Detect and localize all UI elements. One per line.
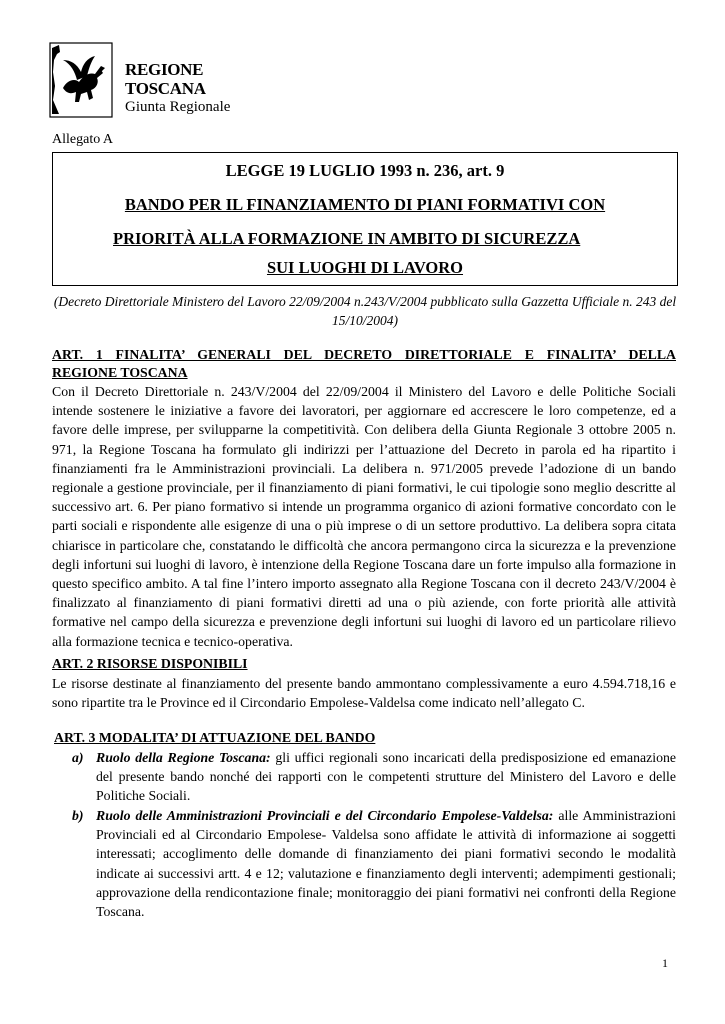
list-item-label: Ruolo delle Amministrazioni Provinciali e del Circondario Empolese-Valdelsa:	[96, 808, 554, 823]
pegasus-emblem-icon	[49, 42, 113, 118]
list-item-label: Ruolo della Regione Toscana:	[96, 750, 271, 765]
decreto-note: (Decreto Direttoriale Ministero del Lavoro 22/09/2004 n.243/V/2004 pubblicato sulla Gazzetta Ufficiale n. 243 del 15/10/2004)	[53, 294, 677, 328]
list-item-text: gli uffici regionali sono incaricati della predisposizione ed emanazione del presente bando nonché dei rapporti con le competenti strutture del Ministero del Lavoro e delle Politiche Sociali.	[96, 750, 677, 804]
list-marker: a)	[72, 750, 84, 765]
bando-title-line2: PRIORITÀ ALLA FORMAZIONE IN AMBITO DI SICUREZZA	[113, 229, 581, 248]
attachment-label: Allegato A	[52, 132, 114, 147]
list-item-content	[96, 748, 676, 806]
bando-title-line1: BANDO PER IL FINANZIAMENTO DI PIANI FORMATIVI CON	[124, 195, 606, 214]
logo-text	[125, 60, 269, 117]
bando-title-line3: SUI LUOGHI DI LAVORO	[266, 258, 464, 277]
list-marker: b)	[72, 808, 84, 823]
art1-paragraph: Con il Decreto Direttoriale n. 243/V/2004 del 22/09/2004 il Ministero del Lavoro e delle Politiche Sociali intende sostenere le iniziative a favore dei lavoratori, per aggiornare ed accrescere le loro competenze, ed a favore delle imprese, per svilupparne la competitività. Con delibera della Giunta Regionale 3 ottobre 2005 n. 971, la Regione Toscana ha formulato gli indirizzi per l’attuazione del Decreto in parola ed ha ripartito i finanziamenti fra le Amministrazioni provinciali. La delibera n. 971/2005 prevede l’adozione di un bando regionale a gestione provinciale, per il finanziamento di piani formativi, le cui tipologie sono meglio descritte al successivo art. 6. Per piano formativo si intende un programma organico di azioni formative concordato con le parti sociali e rispondente alle esigenze di una o più imprese o di un settore produttivo. La delibera sopra citata chiarisce in particolare che, constatando le difficoltà che ancora permangono circa la sicurezza e la prevenzione degli infortuni sui luoghi di lavoro, è intenzione della Regione Toscana dare un forte impulso alla formazione in questo specifico ambito. A tal fine l’intero importo assegnato alla Regione Toscana con il decreto 243/V/2004 è finalizzato al finanziamento di piani formativi diretti ad una o più aziende, con forte priorità alle attività formative nel campo della sicurezza e prevenzione degli infortuni sui luoghi di lavoro ed un particolare rilievo alla formazione tecnica e tecnico-operativa.	[52, 384, 676, 649]
list-item	[72, 748, 676, 806]
list-item-text: alle Amministrazioni Provinciali ed al Circondario Empolese- Valdelsa sono affidate le attività di informazione ai soggetti interessati; accoglimento delle domande di finanziamento dei piani formativi secondo le modalità indicate ai successivi artt. 4 e 12; valutazione e finanziamento degli interventi; adempimenti gestionali; approvazione della rendicontazione finale; monitoraggio dei piani formativi nei confronti della Regione Toscana.	[96, 808, 676, 920]
org-name: REGIONE TOSCANA	[125, 60, 206, 98]
art1-heading-line1: ART. 1 FINALITA’ GENERALI DEL DECRETO DIRETTORIALE E FINALITA’ DELLA	[52, 347, 676, 362]
art1-heading-line2: REGIONE TOSCANA	[52, 365, 188, 380]
regione-toscana-logo	[49, 42, 269, 118]
list-item-content	[96, 806, 676, 921]
list-item	[72, 806, 676, 921]
art2-heading: ART. 2 RISORSE DISPONIBILI	[52, 656, 248, 671]
law-title: LEGGE 19 LUGLIO 1993 n. 236, art. 9	[225, 161, 505, 180]
org-subtitle: Giunta Regionale	[125, 99, 231, 115]
art3-heading: ART. 3 MODALITA’ DI ATTUAZIONE DEL BANDO	[54, 730, 376, 745]
title-box	[52, 152, 678, 286]
page-number: 1	[662, 956, 668, 970]
art2-paragraph: Le risorse destinate al finanziamento del presente bando ammontano complessivamente a euro 4.594.718,16 e sono ripartite tra le Province ed il Circondario Empolese-Valdelsa come indicato nell’allegato C.	[52, 676, 676, 711]
